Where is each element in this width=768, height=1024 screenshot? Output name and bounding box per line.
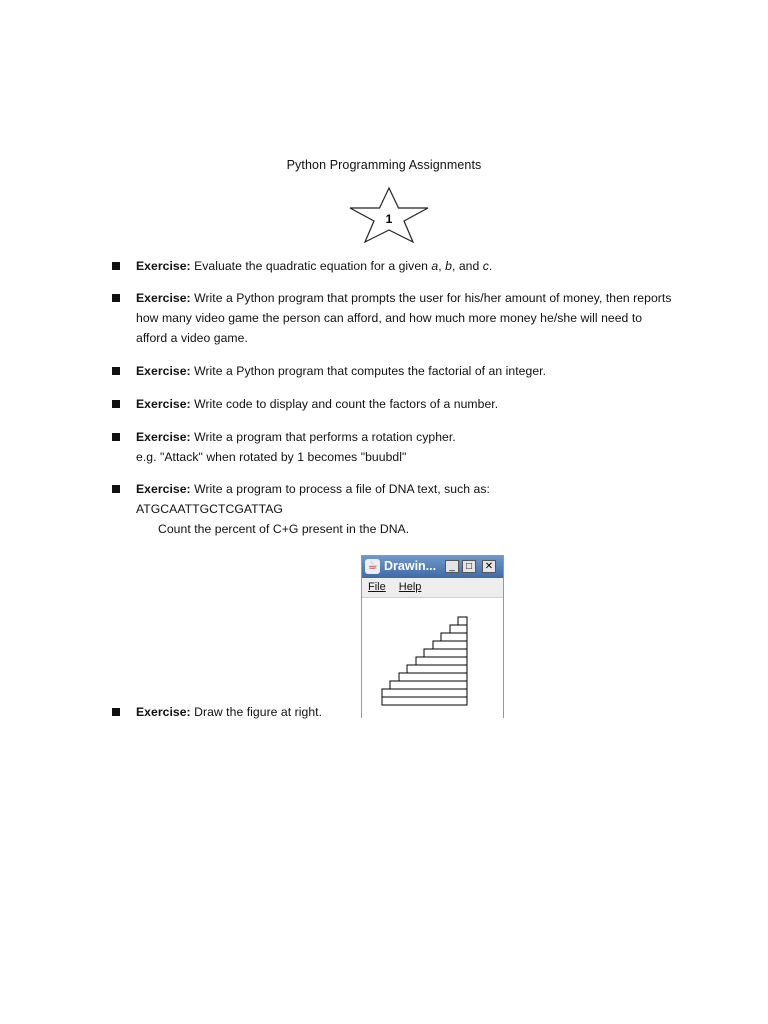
window-title: Drawin...: [384, 559, 437, 573]
bullet-icon: [112, 708, 120, 716]
period: .: [488, 259, 493, 273]
exercise-text: Evaluate the quadratic equation for a given: [194, 259, 432, 273]
star-number: 1: [385, 212, 393, 226]
exercise-subtask: Count the percent of C+G present in the DNA.: [158, 522, 410, 536]
menu-file[interactable]: File: [368, 581, 386, 593]
stair-bar: [441, 633, 467, 641]
bullet-icon: [112, 400, 120, 408]
exercise-text: Write a Python program that prompts the user for his/her amount of money, then reports how many video game the person can afford, and how much more money he/she will need to afford a video game.: [136, 291, 672, 345]
exercise-example: e.g. "Attack" when rotated by 1 becomes "buubdl": [136, 450, 407, 464]
star-icon: [348, 186, 430, 244]
exercise-item: [136, 479, 676, 539]
exercise-label: Exercise:: [136, 397, 191, 411]
stair-bar: [433, 641, 467, 649]
exercise-label: Exercise:: [136, 291, 191, 305]
separator: ,: [438, 259, 446, 273]
stair-bar: [416, 657, 467, 665]
close-button[interactable]: ✕: [482, 560, 496, 573]
dna-sequence: ATGCAATTGCTCGATTAG: [136, 502, 283, 516]
menu-help[interactable]: Help: [398, 581, 422, 593]
stair-bar: [424, 649, 467, 657]
exercise-text: Write a program that performs a rotation cypher.: [194, 430, 456, 444]
exercise-text: Draw the figure at right.: [194, 705, 323, 719]
stair-bar: [382, 697, 467, 705]
bullet-icon: [112, 262, 120, 270]
stair-bar: [450, 625, 467, 633]
exercise-item: [136, 256, 676, 276]
var-b: b: [445, 259, 452, 273]
exercise-text: Write a Python program that computes the factorial of an integer.: [194, 364, 547, 378]
exercise-label: Exercise:: [136, 482, 191, 496]
stair-bar: [458, 617, 467, 625]
exercise-text: Write code to display and count the factors of a number.: [194, 397, 499, 411]
menu-bar: [362, 578, 503, 598]
bullet-icon: [112, 485, 120, 493]
drawing-window: [361, 555, 504, 718]
exercise-label: Exercise:: [136, 430, 191, 444]
exercise-text: Write a program to process a file of DNA text, such as:: [194, 482, 490, 496]
maximize-button[interactable]: □: [462, 560, 476, 573]
var-c: c: [482, 259, 489, 273]
minimize-button[interactable]: _: [445, 560, 459, 573]
stair-bar: [399, 673, 467, 681]
exercise-label: Exercise:: [136, 364, 191, 378]
var-a: a: [431, 259, 439, 273]
java-cup-icon: ☕: [365, 559, 380, 574]
exercise-item: [136, 394, 676, 414]
exercise-item: [136, 361, 676, 381]
bullet-icon: [112, 294, 120, 302]
page-title: Python Programming Assignments: [286, 158, 482, 172]
exercise-item: [136, 288, 676, 348]
exercise-label: Exercise:: [136, 259, 191, 273]
separator: , and: [451, 259, 483, 273]
window-titlebar[interactable]: [362, 556, 503, 578]
staircase-figure: [362, 598, 503, 718]
exercise-item: [136, 427, 676, 467]
stair-bar: [390, 681, 467, 689]
exercise-label: Exercise:: [136, 705, 191, 719]
bullet-icon: [112, 433, 120, 441]
stair-bar: [382, 689, 467, 697]
stair-bar: [407, 665, 467, 673]
bullet-icon: [112, 367, 120, 375]
